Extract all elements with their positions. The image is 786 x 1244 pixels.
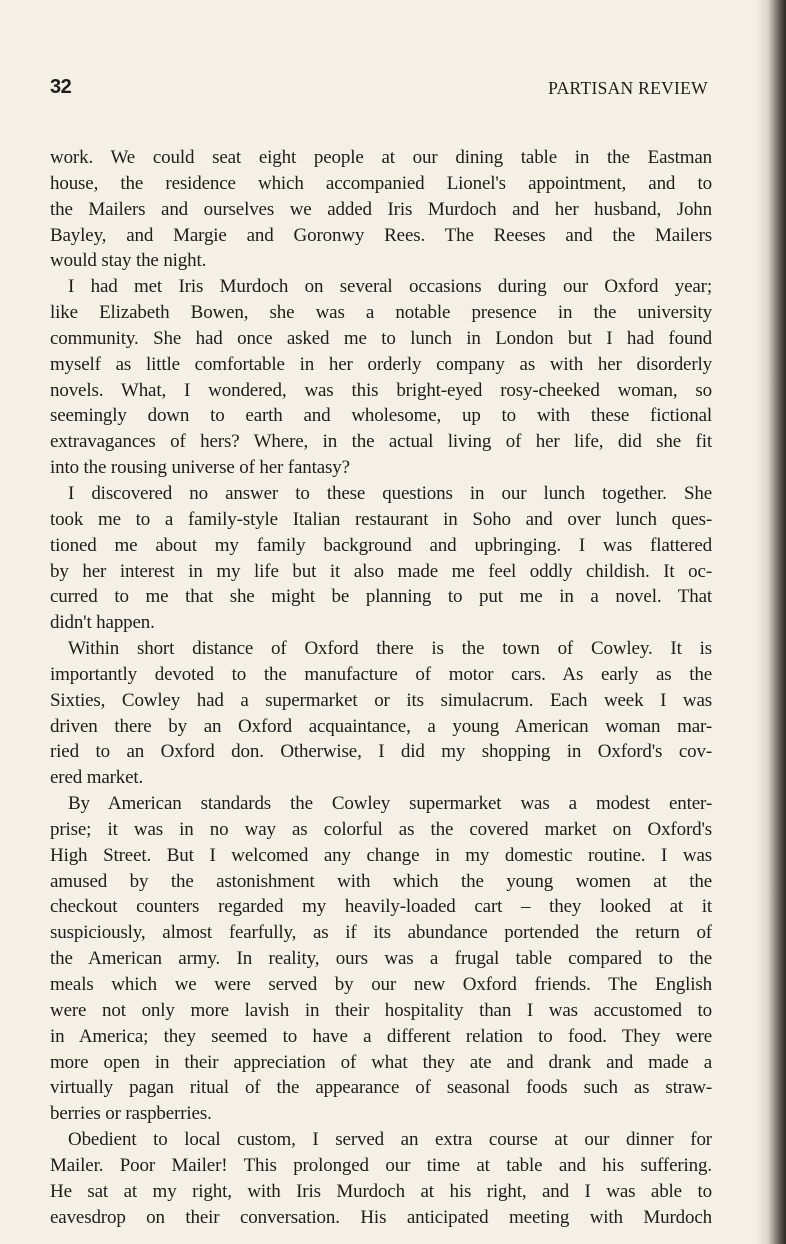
text-line: novels. What, I wondered, was this bright-eyed rosy-cheeked woman, so — [50, 379, 712, 401]
text-line: tioned me about my family background and upbringing. I was flattered — [50, 534, 712, 556]
text-line: by her interest in my life but it also made me feel oddly childish. It oc- — [50, 560, 712, 582]
text-line: Obedient to local custom, I served an extra course at our dinner for — [68, 1129, 712, 1151]
text-line: virtually pagan ritual of the appearance of seasonal foods such as straw- — [50, 1077, 712, 1099]
text-line: prise; it was in no way as colorful as the covered market on Oxford's — [50, 818, 712, 840]
paragraph — [50, 481, 712, 636]
text-line: Sixties, Cowley had a supermarket or its simulacrum. Each week I was — [50, 689, 712, 711]
text-line: ried to an Oxford don. Otherwise, I did my shopping in Oxford's cov- — [50, 741, 712, 763]
text-line: checkout counters regarded my heavily-loaded cart – they looked at it — [50, 896, 712, 918]
text-line: berries or raspberries. — [50, 1103, 212, 1125]
text-line: took me to a family-style Italian restaurant in Soho and over lunch ques- — [50, 508, 712, 530]
text-line: He sat at my right, with Iris Murdoch at his right, and I was able to — [50, 1180, 712, 1202]
text-line: didn't happen. — [50, 612, 155, 634]
text-line: like Elizabeth Bowen, she was a notable presence in the university — [50, 302, 712, 324]
text-line: Mailer. Poor Mailer! This prolonged our time at table and his suffering. — [50, 1154, 712, 1176]
text-line: the American army. In reality, ours was a frugal table compared to the — [50, 948, 712, 970]
text-line: were not only more lavish in their hospitality than I was accustomed to — [50, 999, 712, 1021]
text-line: Within short distance of Oxford there is the town of Cowley. It is — [68, 638, 712, 660]
text-line: High Street. But I welcomed any change in my domestic routine. I was — [50, 844, 712, 866]
running-title: PARTISAN REVIEW — [548, 78, 708, 98]
text-line: amused by the astonishment with which the young women at the — [50, 870, 712, 892]
text-line: I had met Iris Murdoch on several occasions during our Oxford year; — [68, 276, 712, 298]
text-line: community. She had once asked me to lunch in London but I had found — [50, 327, 712, 349]
text-line: suspiciously, almost fearfully, as if its abundance portended the return of — [50, 922, 712, 944]
paragraph — [50, 791, 712, 1127]
page-binding-shadow — [756, 0, 786, 1244]
text-line: house, the residence which accompanied Lionel's appointment, and to — [50, 172, 712, 194]
paragraph — [50, 145, 712, 274]
text-line: curred to me that she might be planning to put me in a novel. That — [50, 586, 712, 608]
text-line: ered market. — [50, 767, 144, 789]
text-line: seemingly down to earth and wholesome, up to with these fictional — [50, 405, 712, 427]
text-line: Bayley, and Margie and Goronwy Rees. The Reeses and the Mailers — [50, 224, 712, 246]
body-text — [50, 145, 712, 1230]
text-line: more open in their appreciation of what they ate and drank and made a — [50, 1051, 712, 1073]
text-line: extravagances of hers? Where, in the actual living of her life, did she fit — [50, 431, 712, 453]
text-line: would stay the night. — [50, 250, 207, 272]
paragraph — [50, 636, 712, 791]
text-line: importantly devoted to the manufacture of motor cars. As early as the — [50, 663, 712, 685]
text-line: driven there by an Oxford acquaintance, a young American woman mar- — [50, 715, 712, 737]
paragraph — [50, 1127, 712, 1230]
page-number: 32 — [50, 76, 72, 98]
text-line: myself as little comfortable in her orderly company as with her disorderly — [50, 353, 712, 375]
text-line: work. We could seat eight people at our dining table in the Eastman — [50, 147, 712, 168]
text-line: the Mailers and ourselves we added Iris Murdoch and her husband, John — [50, 198, 712, 220]
text-line: By American standards the Cowley supermarket was a modest enter- — [68, 793, 712, 815]
text-line: I discovered no answer to these questions in our lunch together. She — [68, 482, 712, 504]
text-line: into the rousing universe of her fantasy? — [50, 457, 350, 479]
text-line: meals which we were served by our new Oxford friends. The English — [50, 974, 712, 995]
text-line: in America; they seemed to have a different relation to food. They were — [50, 1025, 712, 1047]
text-line: eavesdrop on their conversation. His anticipated meeting with Murdoch — [50, 1206, 712, 1228]
paragraph — [50, 274, 712, 481]
